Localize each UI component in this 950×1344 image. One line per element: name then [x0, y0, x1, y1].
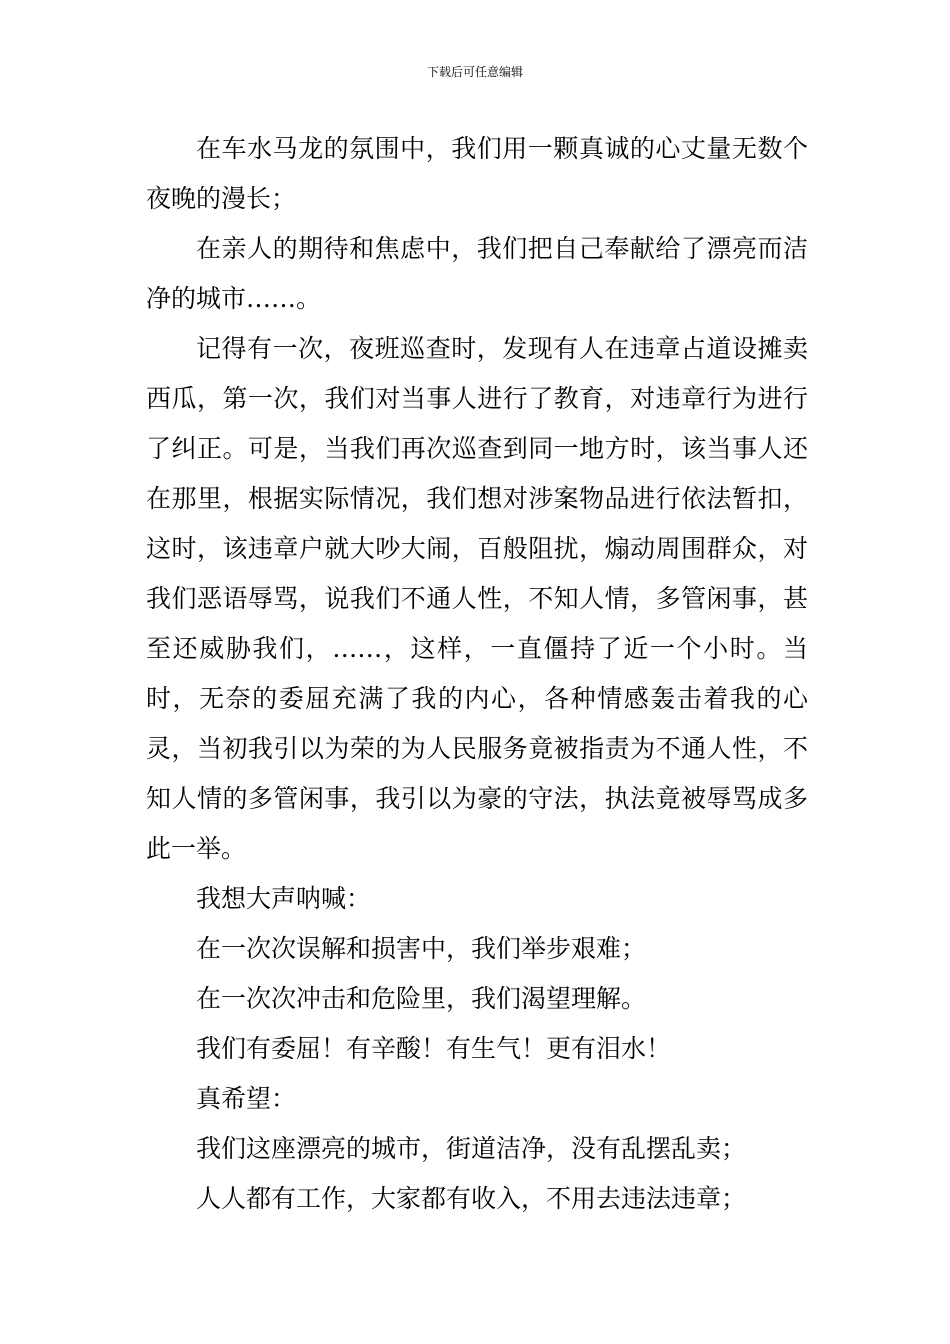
paragraph: 真希望： — [196, 1084, 297, 1113]
paragraph: 在亲人的期待和焦虑中，我们把自己奉献给了漂亮而洁净的城市……。 — [146, 234, 808, 313]
paragraph: 人人都有工作，大家都有收入，不用去违法违章； — [196, 1184, 747, 1213]
paragraph: 我们有委屈！有辛酸！有生气！更有泪水！ — [196, 1034, 672, 1063]
page-header: 下载后可任意编辑 — [426, 65, 523, 79]
paragraph: 记得有一次，夜班巡查时，发现有人在违章占道设摊卖西瓜，第一次，我们对当事人进行了教育，对违章行为进行了纠正。可是，当我们再次巡查到同一地方时，该当事人还在那里，根据实际情况，我们想对涉案物品进行依法暂扣，这时，该违章户就大吵大闹，百般阻扰，煽动周围群众，对我们恶语辱骂，说我们不通人性，不知人情，多管闲事，甚至还威胁我们，……，这样，一直僵持了近一个小时。当时，无奈的委屈充满了我的内心，各种情感轰击着我的心灵，当初我引以为荣的为人民服务竟被指责为不通人性，不知人情的多管闲事，我引以为豪的守法，执法竟被辱骂成多此一举。 — [146, 334, 808, 863]
paragraph: 在车水马龙的氛围中，我们用一颗真诚的心丈量无数个夜晚的漫长； — [146, 134, 808, 213]
paragraph: 在一次次误解和损害中，我们举步艰难； — [196, 934, 647, 963]
paragraph: 我想大声呐喊： — [196, 884, 372, 913]
paragraph: 我们这座漂亮的城市，街道洁净，没有乱摆乱卖； — [196, 1134, 747, 1163]
document-body — [146, 124, 808, 1224]
paragraph: 在一次次冲击和危险里，我们渴望理解。 — [196, 984, 647, 1013]
